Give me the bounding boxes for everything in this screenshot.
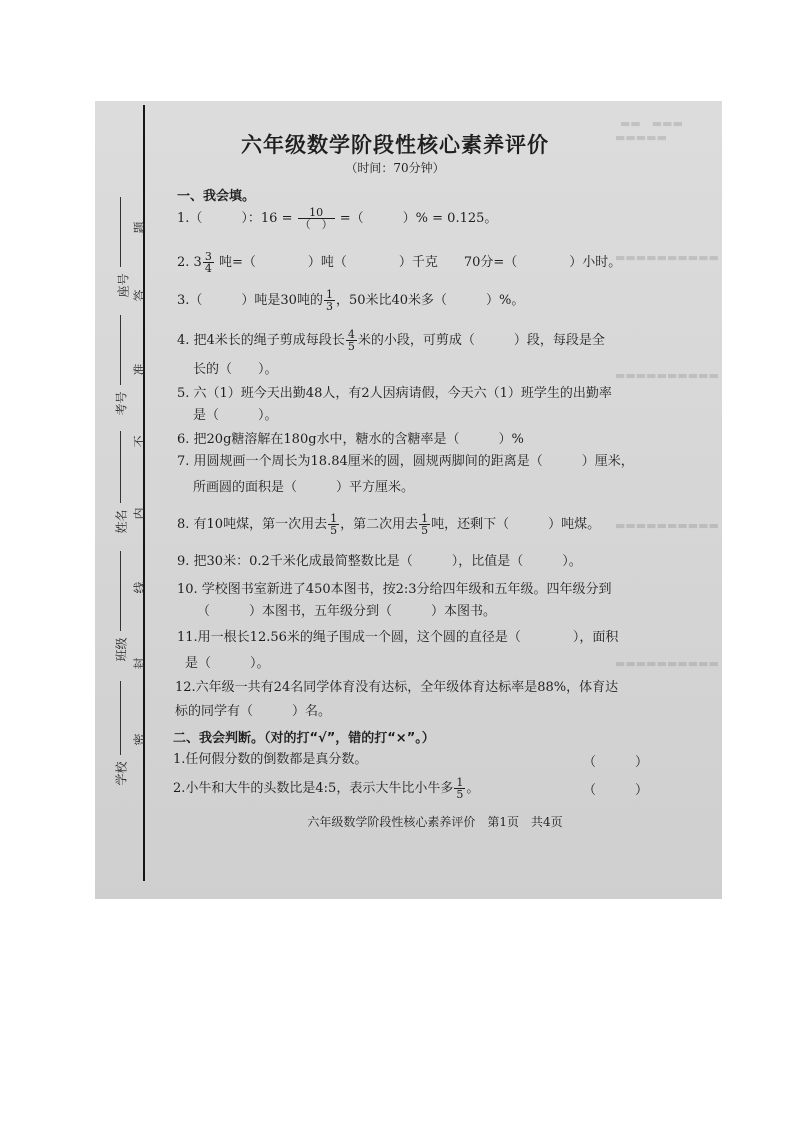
bleed-through-mark: ▬▬▬▬▬	[615, 131, 667, 144]
question-11-cont: 是（ ）。	[185, 656, 270, 671]
seal-char: 题	[132, 221, 147, 234]
question-text: 。	[466, 781, 480, 796]
fraction: $\frac{3}{4}$	[204, 250, 212, 275]
question-8	[177, 513, 600, 536]
question-2	[177, 251, 621, 274]
question-text: 1.（ ）：16 =	[177, 211, 293, 226]
seal-char: 不	[132, 435, 147, 448]
margin-label-seat: 座号	[116, 273, 131, 298]
question-text: 米的小段，可剪成（ ）段，每段是全	[357, 333, 605, 348]
question-1	[177, 207, 497, 230]
question-6: 6. 把20g糖溶解在180g水中，糖水的含糖率是（ ）%	[177, 432, 524, 447]
seal-char: 封	[132, 657, 147, 670]
fraction: $\frac{4}{5}$	[347, 328, 355, 353]
question-text: 3.（ ）吨是30吨的	[177, 293, 323, 308]
margin-rule	[120, 197, 121, 267]
question-5: 5. 六（1）班今天出勤48人，有2人因病请假，今天六（1）班学生的出勤率	[177, 386, 612, 401]
question-text: =（ ）% = 0.125。	[339, 211, 498, 226]
question-text: 吨，还剩下（ ）吨煤。	[431, 517, 601, 532]
seal-char: 内	[132, 507, 147, 520]
question-text: 2. 3	[177, 255, 202, 270]
seal-char: 准	[132, 363, 147, 376]
bleed-through-mark: ▬▬▬▬▬▬▬▬▬▬	[615, 657, 719, 670]
scanned-page	[95, 101, 722, 899]
margin-label-exam-number: 考号	[114, 391, 129, 416]
bleed-through-mark: ▬▬▬▬▬▬▬▬▬▬	[615, 369, 719, 382]
fraction: $\frac{1}{5}$	[456, 776, 464, 801]
question-text: 吨=（ ）吨（ ）千克 70分=（ ）小时。	[218, 255, 622, 270]
judge-question-2	[173, 777, 479, 800]
question-10: 10. 学校图书室新进了450本图书，按2:3分给四年级和五年级。四年级分到	[177, 582, 612, 597]
section-heading-fill: 一、我会填。	[177, 189, 256, 204]
margin-label-school: 学校	[114, 761, 129, 786]
margin-rule	[120, 315, 121, 385]
page-footer: 六年级数学阶段性核心素养评价 第1页 共4页	[307, 815, 563, 829]
margin-label-class: 班级	[114, 637, 129, 662]
question-12: 12.六年级一共有24名同学体育没有达标，全年级体育达标率是88%，体育达	[175, 680, 619, 695]
question-7-cont: 所画圆的面积是（ ）平方厘米。	[193, 480, 415, 495]
page-title: 六年级数学阶段性核心素养评价	[241, 133, 549, 157]
bleed-through-mark: ▬▬ ▬▬▬	[620, 117, 683, 130]
judge-question-1: 1.任何假分数的倒数都是真分数。	[173, 752, 368, 767]
section-heading-judge: 二、我会判断。（对的打“√”，错的打“×”。）	[173, 731, 435, 746]
page-subtitle: （时间：70分钟）	[345, 161, 445, 175]
seal-char: 密	[132, 733, 147, 746]
margin-label-name: 姓名	[114, 509, 129, 534]
fraction: $\frac{1}{5}$	[330, 512, 338, 537]
question-7: 7. 用圆规画一个周长为18.84厘米的圆，圆规两脚间的距离是（ ）厘米，	[177, 454, 634, 469]
question-text: ，第二次用去	[340, 517, 419, 532]
question-text: 4. 把4米长的绳子剪成每段长	[177, 333, 345, 348]
question-text: 8. 有10吨煤，第一次用去	[177, 517, 328, 532]
question-5-cont: 是（ ）。	[193, 408, 278, 423]
question-4-cont: 长的（ ）。	[193, 362, 278, 377]
margin-rule	[120, 681, 121, 755]
question-4	[177, 329, 605, 352]
fraction: $\frac{1}{3}$	[325, 288, 333, 313]
question-text: ，50米比40米多（ ）%。	[335, 293, 525, 308]
bleed-through-mark: ▬▬▬▬▬▬▬▬▬▬	[615, 519, 719, 532]
fraction: $\frac{10}{( )}$	[299, 206, 333, 231]
question-3	[177, 289, 524, 312]
seal-char: 答	[132, 289, 147, 302]
margin-rule	[120, 551, 121, 631]
question-12-cont: 标的同学有（ ）名。	[175, 704, 332, 719]
margin-rule	[120, 431, 121, 503]
bleed-through-mark: ▬▬▬▬▬▬▬▬▬▬	[615, 251, 719, 264]
question-9: 9. 把30米：0.2千米化成最简整数比是（ ），比值是（ ）。	[177, 554, 582, 569]
question-11: 11.用一根长12.56米的绳子围成一个圆，这个圆的直径是（ ），面积	[177, 630, 619, 645]
answer-paren-1[interactable]: （ ）	[583, 755, 649, 770]
answer-paren-2[interactable]: （ ）	[583, 783, 649, 798]
question-10-cont: （ ）本图书，五年级分到（ ）本图书。	[197, 604, 497, 619]
question-text: 2.小牛和大牛的头数比是4:5，表示大牛比小牛多	[173, 781, 454, 796]
fraction: $\frac{1}{5}$	[421, 512, 429, 537]
seal-char: 线	[132, 581, 147, 594]
